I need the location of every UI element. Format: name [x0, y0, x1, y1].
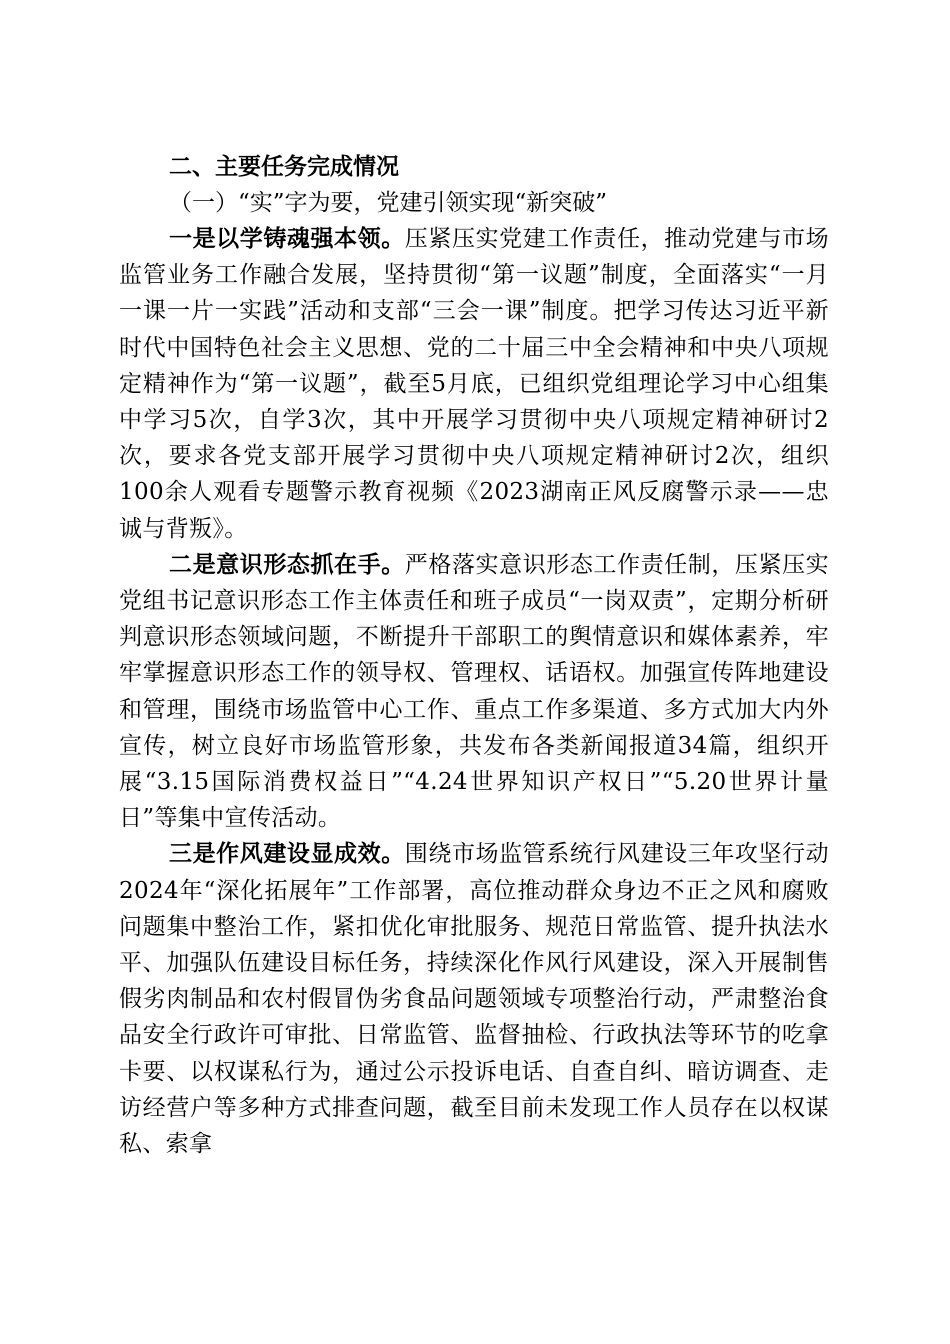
paragraph-text: 围绕市场监管系统行风建设三年攻坚行动2024年“深化拓展年”工作部署，高位推动群众身边不正之风和腐败问题集中整治工作，紧扣优化审批服务、规范日常监管、提升执法水平、加强队伍建设目标任务，持续深化作风行风建设，深入开展制售假劣肉制品和农村假冒伪劣食品问题领域专项整治行动，严肃整治食品安全行政许可审批、日常监管、监督抽检、行政执法等环节的吃拿卡要、以权谋私行为，通过公示投诉电话、自查自纠、暗访调查、走访经营户等多种方式排查问题，截至目前未发现工作人员存在以权谋私、索拿 — [119, 841, 829, 1158]
paragraph-text: 严格落实意识形态工作责任制，压紧压实党组书记意识形态工作主体责任和班子成员“一岗双责”，定期分析研判意识形态领域问题，不断提升干部职工的舆情意识和媒体素养，牢牢掌握意识形态工作的领导权、管理权、话语权。加强宣传阵地建设和管理，围绕市场监管中心工作、重点工作多渠道、多方式加大内外宣传，树立良好市场监管形象，共发布各类新闻报道34篇，组织开展“3.15国际消费权益日”“4.24世界知识产权日”“5.20世界计量日”等集中宣传活动。 — [119, 551, 829, 832]
paragraph-study — [119, 221, 829, 547]
paragraph-conduct — [119, 836, 829, 1162]
paragraph-text: 压紧压实党建工作责任，推动党建与市场监管业务工作融合发展，坚持贯彻“第一议题”制度，全面落实“一月一课一片一实践”活动和支部“三会一课”制度。把学习传达习近平新时代中国特色社会主义思想、党的二十届三中全会精神和中央八项规定精神作为“第一议题”，截至5月底，已组织党组理论学习中心组集中学习5次，自学3次，其中开展学习贯彻中央八项规定精神研讨2次，要求各党支部开展学习贯彻中央八项规定精神研讨2次，组织100余人观看专题警示教育视频《2023湖南正风反腐警示录——忠诚与背叛》。 — [119, 226, 829, 542]
section-subtitle: （一）“实”字为要，党建引领实现“新突破” — [169, 190, 608, 216]
paragraph-lead: 一是以学铸魂强本领。 — [169, 225, 405, 252]
document-body — [119, 149, 829, 1162]
section-title: 二、主要任务完成情况 — [169, 153, 399, 180]
paragraph-lead: 三是作风建设显成效。 — [169, 840, 405, 868]
paragraph-ideology — [119, 547, 829, 837]
paragraph-lead: 二是意识形态抓在手。 — [169, 550, 405, 578]
